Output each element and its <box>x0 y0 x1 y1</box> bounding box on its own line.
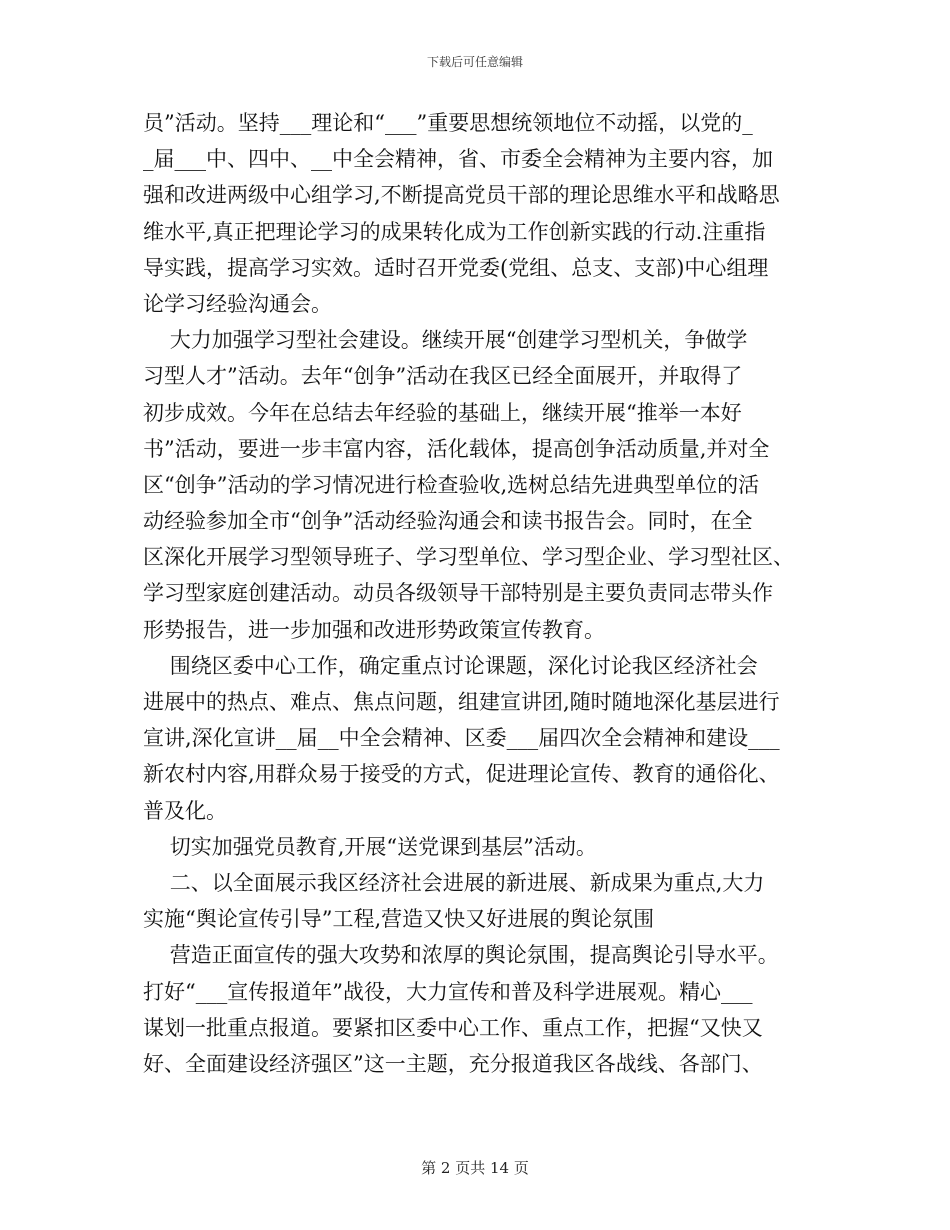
page-footer: 第 2 页共 14 页 <box>421 1159 529 1177</box>
text-line: 强和改进两级中心组学习,不断提高党员干部的理论思维水平和战略思 <box>143 183 780 208</box>
text-line: 学习型家庭创建活动。动员各级领导干部特别是主要负责同志带头作 <box>143 581 773 606</box>
text-line: 导实践，提高学习实效。适时召开党委(党组、总支、支部)中心组理 <box>143 255 769 280</box>
text-line: 进展中的热点、难点、焦点问题，组建宣讲团,随时随地深化基层进行 <box>143 690 780 714</box>
document-body <box>143 105 808 1082</box>
text-line: 营造正面宣传的强大攻势和浓厚的舆论氛围，提高舆论引导水平。 <box>143 943 779 968</box>
text-line: 习型人才”活动。去年“创争”活动在我区已经全面展开，并取得了 <box>143 364 743 389</box>
text-line: 新农村内容,用群众易于接受的方式，促进理论宣传、教育的通俗化、 <box>143 762 780 787</box>
text-line: 谋划一批重点报道。要紧扣区委中心工作、重点工作，把握“又快又 <box>143 1015 763 1040</box>
text-line: 宣讲,深化宣讲__届__中全会精神、区委___届四次全会精神和建设___ <box>143 726 780 751</box>
text-line: 论学习经验沟通会。 <box>143 291 332 316</box>
text-line: 区“创争”活动的学习情况进行检查验收,选树总结先进典型单位的活 <box>143 472 760 497</box>
text-line: 打好“___宣传报道年”战役，大力宣传和普及科学进展观。精心___ <box>143 979 753 1004</box>
text-line: 大力加强学习型社会建设。继续开展“创建学习型机关，争做学 <box>143 328 748 353</box>
text-line: 形势报告，进一步加强和改进形势政策宣传教育。 <box>143 617 605 642</box>
text-line: 好、全面建设经济强区”这一主题，充分报道我区各战线、各部门、 <box>143 1051 763 1076</box>
text-line: 初步成效。今年在总结去年经验的基础上，继续开展“推举一本好 <box>143 400 742 425</box>
text-line: 动经验参加全市“创争”活动经验沟通会和读书报告会。同时，在全 <box>143 509 753 534</box>
text-line: 普及化。 <box>143 798 227 823</box>
page-header: 下载后可任意编辑 <box>426 55 523 69</box>
text-line: 区深化开展学习型领导班子、学习型单位、学习型企业、学习型社区、 <box>143 545 794 570</box>
text-line: 围绕区委中心工作，确定重点讨论课题，深化讨论我区经济社会 <box>143 653 758 678</box>
text-line: _届___中、四中、__中全会精神，省、市委全会精神为主要内容，加 <box>143 147 773 172</box>
text-line: 二、以全面展示我区经济社会进展的新进展、新成果为重点,大力 <box>143 870 765 895</box>
text-line: 实施“舆论宣传引导”工程,营造又快又好进展的舆论氛围 <box>143 907 655 932</box>
text-line: 员”活动。坚持___理论和“___”重要思想统领地位不动摇，以党的_ <box>143 111 753 135</box>
text-line: 维水平,真正把理论学习的成果转化成为工作创新实践的行动.注重指 <box>143 219 766 244</box>
text-line: 切实加强党员教育,开展“送党课到基层”活动。 <box>143 834 597 859</box>
text-line: 书”活动，要进一步丰富内容，活化载体，提高创争活动质量,并对全 <box>143 436 770 461</box>
